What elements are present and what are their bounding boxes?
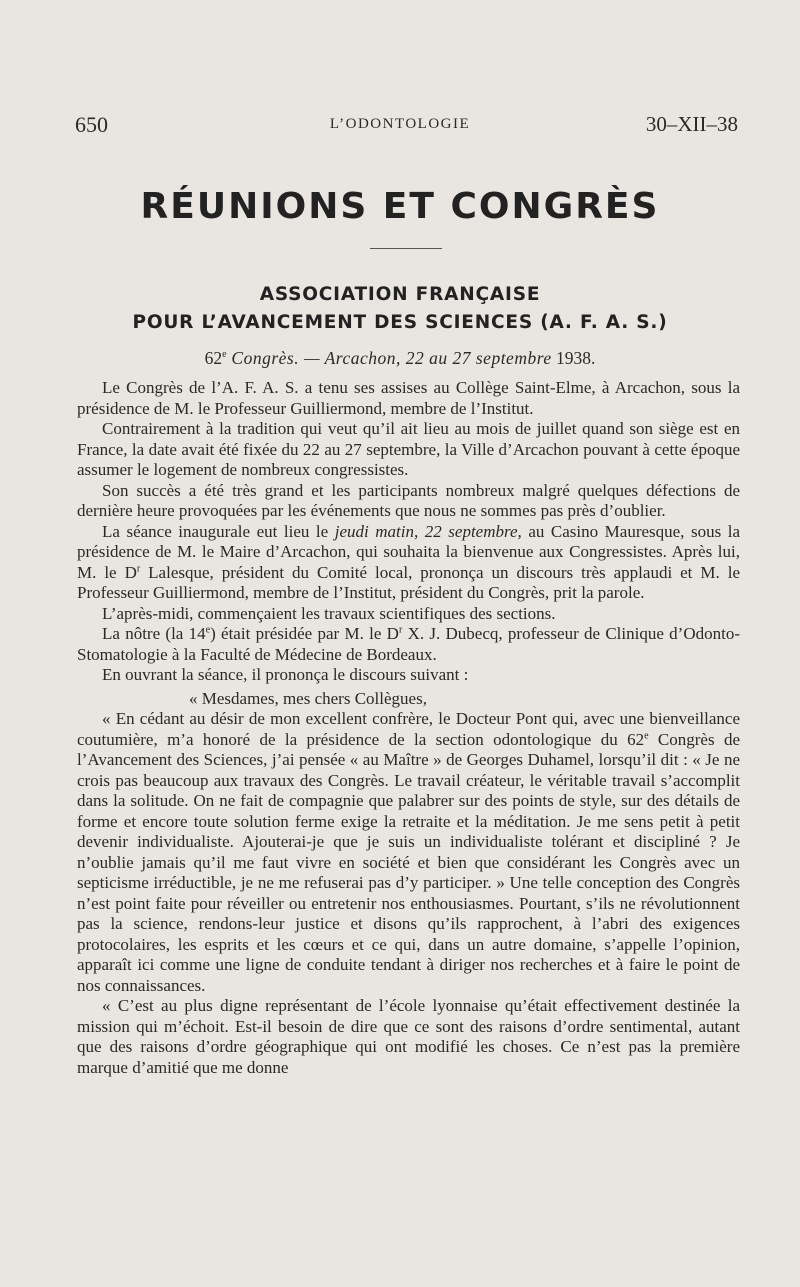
running-header [0, 112, 800, 142]
paragraph-9: « C’est au plus digne représentant de l’école lyonnaise qu’était effectivement destinée la mission qui m’échoit. Est-il besoin de dire que ce sont des raisons d’ordre sentimental, autant que des raisons d’ordre géographique qui ont modifié les choses. Ce n’est pas la première marque d’amitié que me donne [77, 996, 740, 1077]
title-divider [370, 248, 442, 249]
association-title-line-1: ASSOCIATION FRANÇAISE [259, 284, 541, 305]
page-number: 650 [75, 112, 108, 137]
text-run: ) était présidée par M. le D [210, 624, 399, 643]
congress-subtitle [0, 348, 800, 369]
text-run: au Casino Mauresque, sous la présidence de M. le Maire d’Arcachon, qui souhaita la bienvenue aux Congressistes. Après lui, M. le D [77, 521, 741, 582]
text-run: Congrès de l’Avancement des Sciences, j’ai pensée « au Maître » de Georges Duhamel, lorsqu’il dit : « Je ne crois pas beaucoup aux travaux des Congrès. Le travail créateur, le véritable travail s’accomplit dans la solitude. On ne fait de compagnie que palabrer sur des points de style, sur des détails de forme et encore toute solution ferme exige la retraite et la méditation. Je me sens petit à petit devenir individualiste. Ajouterai-je que je suis un individualiste tolérant et discipliné ? Je n’oublie jamais qu’il me faut vivre en société et bien que considérant les Congrès avec un septicisme irréductible, je ne me refuserai pas d’y participer. » Une telle conception des Congrès n’est point faite pour réveiller ou entretenir nos enthousiasmes. Pourtant, s’ils ne révolutionnent pas la science, rendons-leur justice et disons qu’ils rapprochent, à l’abri des exigences protocolaires, les esprits et les cœurs et ce qui, dans un autre domaine, s’appelle l’opinion, apparaît ici comme une ligne de conduite tendant à diriger nos recherches et à faire le point de nos connaissances. [77, 729, 740, 995]
italic-run: jeudi matin, 22 septembre, [334, 521, 522, 541]
paragraph-4 [77, 522, 740, 604]
paragraph-5: L’après-midi, commençaient les travaux scientifiques des sections. [102, 603, 556, 623]
section-title: RÉUNIONS ET CONGRÈS [140, 186, 660, 227]
issue-date: 30–XII–38 [645, 112, 738, 136]
association-title-line-2: POUR L’AVANCEMENT DES SCIENCES (A. F. A. S.) [132, 312, 668, 333]
superscript: e [205, 624, 211, 636]
paragraph-2: Contrairement à la tradition qui veut qu’il ait lieu au mois de juillet quand son siège est en France, la date avait été fixée du 22 au 27 septembre, la Ville d’Arcachon pouvant à cette époque assumer le logement de nombreux congressistes. [77, 419, 740, 479]
text-run: La nôtre (la 14 [102, 624, 206, 643]
congress-place-dates: Congrès. — Arcachon, 22 au 27 septembre [226, 348, 552, 368]
text-run: « En cédant au désir de mon excellent confrère, le Docteur Pont qui, avec une bienveillance coutumière, m’a honoré de la présidence de la section odontologique du 62 [77, 709, 740, 749]
journal-name: L’ODONTOLOGIE [329, 116, 471, 132]
congress-number: 62 [204, 348, 223, 368]
congress-number-suffix: e [222, 349, 227, 361]
paragraph-3: Son succès a été très grand et les participants nombreux malgré quelques défections de dernière heure provoquées par les événements que nous ne sommes pas près d’oublier. [77, 480, 740, 520]
text-run: X. J. Dubecq, professeur de Clinique d’Odonto-Stomatologie à la Faculté de Médecine de Bordeaux. [77, 624, 740, 664]
text-run: Lalesque, président du Comité local, prononça un discours très applaudi et M. le Professeur Guilliermond, membre de l’Institut, président du Congrès, prit la parole. [77, 562, 740, 602]
paragraph-6 [77, 624, 740, 665]
superscript: r [398, 624, 403, 636]
congress-year: 1938. [551, 348, 596, 368]
paragraph-7: En ouvrant la séance, il prononça le discours suivant : [102, 665, 469, 684]
paragraph-1: Le Congrès de l’A. F. A. S. a tenu ses assises au Collège Saint-Elme, à Arcachon, sous la présidence de M. le Professeur Guilliermond, membre de l’Institut. [77, 378, 740, 418]
superscript: r [136, 562, 141, 574]
text-run: La séance inaugurale eut lieu le [102, 521, 335, 541]
speech-salutation: « Mesdames, mes chers Collègues, [189, 688, 427, 708]
article-body [77, 378, 740, 1078]
superscript: e [644, 729, 649, 741]
paragraph-8 [77, 709, 740, 996]
